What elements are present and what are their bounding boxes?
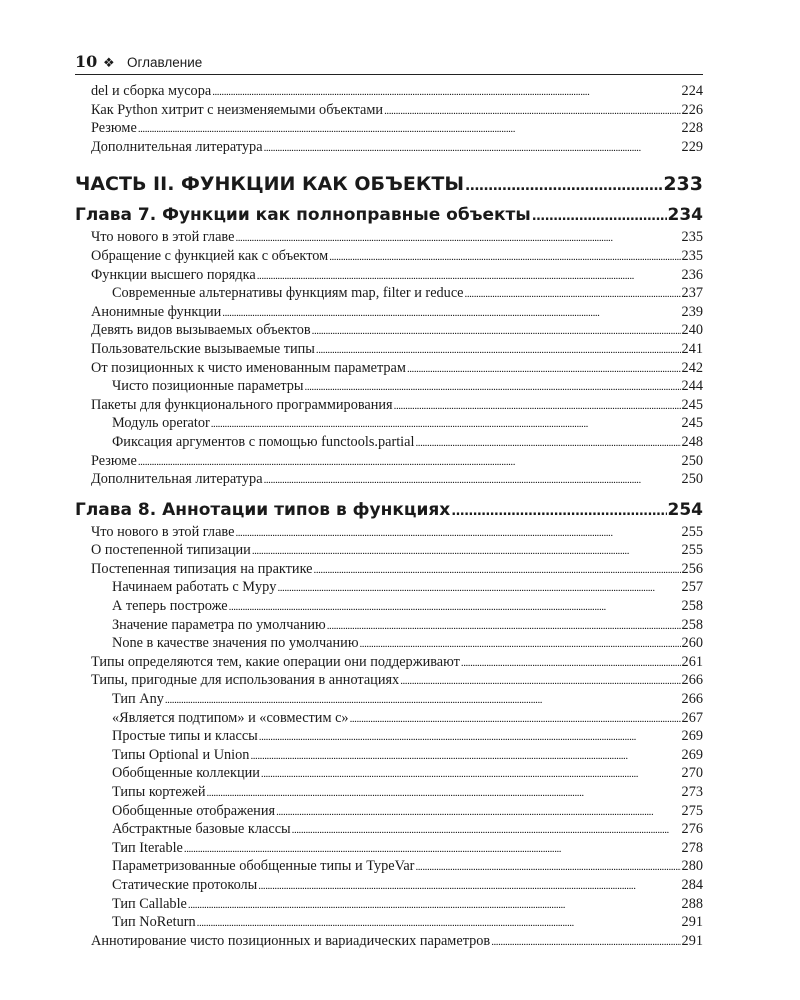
toc-entry-page: 257	[681, 579, 703, 596]
section-title: Оглавление	[127, 55, 203, 70]
toc-entry-title: Обобщенные коллекции	[112, 765, 260, 782]
toc-entry[interactable]	[75, 634, 703, 653]
toc-entry-page: 278	[681, 839, 703, 856]
toc-entry-page: 280	[681, 858, 703, 875]
toc-entry[interactable]	[75, 101, 703, 120]
toc-entry[interactable]	[75, 746, 703, 765]
dot-leader	[461, 653, 681, 672]
toc-entry[interactable]	[75, 82, 703, 101]
toc-entry-title: Дополнительная литература	[91, 138, 263, 155]
toc-entry-title: Аннотирование чисто позиционных и вариадических параметров	[91, 932, 491, 949]
dot-leader	[400, 671, 680, 690]
toc-entry-title: Тип Callable	[112, 895, 187, 912]
dot-leader	[264, 470, 681, 489]
toc-chapter[interactable]	[75, 202, 703, 228]
toc-entry[interactable]	[75, 820, 703, 839]
dot-leader	[329, 247, 680, 266]
dot-leader	[206, 783, 680, 802]
dot-leader	[360, 634, 681, 653]
dot-leader	[465, 166, 662, 202]
toc-entry[interactable]	[75, 266, 703, 285]
toc-entry-title: Обращение с функцией как с объектом	[91, 247, 329, 264]
dot-leader	[415, 857, 680, 876]
toc-entry-title: Тип NoReturn	[112, 914, 196, 931]
toc-entry-page: 288	[681, 895, 703, 912]
dot-leader	[235, 228, 680, 247]
dot-leader	[292, 820, 681, 839]
toc-entry[interactable]	[75, 119, 703, 138]
dot-leader	[314, 560, 681, 579]
toc-entry-title: А теперь построже	[112, 598, 228, 615]
dot-leader	[277, 578, 680, 597]
toc-entry[interactable]	[75, 727, 703, 746]
toc-entry-page: 255	[681, 523, 703, 540]
toc-entry-title: Параметризованные обобщенные типы и TypeVar	[112, 858, 415, 875]
running-header	[75, 52, 703, 75]
toc-entry-page: 245	[681, 396, 703, 413]
toc-entry-title: Что нового в этой главе	[91, 523, 235, 540]
toc-entry[interactable]	[75, 359, 703, 378]
toc-entry-page: 261	[681, 653, 703, 670]
dot-leader	[261, 764, 681, 783]
toc-entry-page: 250	[681, 471, 703, 488]
dot-leader	[276, 802, 680, 821]
toc-entry-page: 234	[667, 205, 703, 226]
toc-entry-page: 245	[681, 415, 703, 432]
toc-entry-page: 269	[681, 728, 703, 745]
dot-leader	[188, 895, 681, 914]
dot-leader	[252, 541, 681, 560]
dot-leader	[235, 523, 680, 542]
toc-entry[interactable]	[75, 433, 703, 452]
toc-entry-title: Типы кортежей	[112, 784, 206, 800]
toc-entry-page: 235	[681, 247, 703, 264]
dot-leader	[250, 746, 680, 765]
page-number: 10	[75, 52, 98, 71]
toc-entry[interactable]	[75, 653, 703, 672]
toc-entry[interactable]	[75, 414, 703, 433]
toc-entry-page: 235	[681, 229, 703, 246]
toc-entry-page: 276	[681, 821, 703, 838]
toc-entry-title: Резюме	[91, 452, 137, 469]
toc-entry[interactable]	[75, 857, 703, 876]
toc-entry[interactable]	[75, 340, 703, 359]
toc-part[interactable]	[75, 166, 703, 202]
toc-entry-page: 267	[681, 709, 703, 726]
toc-entry-title: Пользовательские вызываемые типы	[91, 340, 315, 357]
toc-entry-title: Дополнительная литература	[91, 471, 263, 488]
dot-leader	[165, 690, 681, 709]
toc-entry[interactable]	[75, 303, 703, 322]
toc-entry[interactable]	[75, 284, 703, 303]
toc-entry-page: 239	[681, 303, 703, 320]
toc-entry-title: del и сборка мусора	[91, 83, 212, 99]
toc-entry-page: 241	[681, 340, 703, 357]
toc-entry-page: 275	[681, 802, 703, 819]
toc-entry-page: 258	[681, 598, 703, 615]
toc-entry-page: 224	[681, 83, 703, 99]
dot-leader	[212, 82, 680, 101]
table-of-contents	[75, 82, 703, 950]
toc-entry[interactable]	[75, 839, 703, 858]
dot-leader	[258, 876, 680, 895]
dot-leader	[184, 839, 681, 858]
toc-entry[interactable]	[75, 321, 703, 340]
dot-leader	[451, 497, 666, 523]
dot-leader	[394, 396, 681, 415]
toc-entry-title: Современные альтернативы функциям map, filter и reduce	[112, 285, 464, 302]
dot-leader	[197, 913, 681, 932]
toc-entry-title: От позиционных к чисто именованным параметрам	[91, 359, 406, 376]
toc-entry-title: «Является подтипом» и «совместим с»	[112, 709, 349, 726]
toc-entry-page: 269	[681, 746, 703, 763]
toc-entry[interactable]	[75, 616, 703, 635]
dot-leader	[415, 433, 680, 452]
toc-entry-title: Абстрактные базовые классы	[112, 821, 291, 838]
toc-entry[interactable]	[75, 764, 703, 783]
dot-leader	[316, 340, 681, 359]
toc-entry-page: 237	[681, 285, 703, 302]
toc-entry-page: 260	[681, 635, 703, 652]
toc-entry-page: 233	[663, 173, 703, 196]
toc-entry[interactable]	[75, 690, 703, 709]
toc-entry-title: Модуль operator	[112, 415, 210, 432]
toc-entry-title: Типы, пригодные для использования в аннотациях	[91, 672, 400, 689]
toc-entry[interactable]	[75, 913, 703, 932]
toc-entry-title: ЧАСТЬ II. ФУНКЦИИ КАК ОБЪЕКТЫ	[75, 173, 465, 196]
dot-leader	[138, 452, 681, 471]
toc-chapter[interactable]	[75, 497, 703, 523]
toc-entry-title: Как Python хитрит с неизменяемыми объектами	[91, 101, 384, 118]
dot-leader	[465, 284, 681, 303]
toc-entry-title: Фиксация аргументов с помощью functools.partial	[112, 433, 415, 450]
toc-entry[interactable]	[75, 932, 703, 951]
toc-entry[interactable]	[75, 396, 703, 415]
toc-entry[interactable]	[75, 470, 703, 489]
toc-entry-page: 248	[681, 433, 703, 450]
ornament-icon: ❖	[103, 56, 115, 71]
toc-entry[interactable]	[75, 876, 703, 895]
toc-entry-page: 273	[681, 784, 703, 800]
toc-entry-title: Пакеты для функционального программирования	[91, 396, 393, 413]
toc-entry-page: 291	[681, 932, 703, 949]
toc-entry-page: 229	[681, 138, 703, 155]
toc-entry-title: Резюме	[91, 120, 137, 137]
toc-entry-title: Постепенная типизация на практике	[91, 560, 313, 577]
toc-page	[75, 52, 703, 950]
toc-entry-title: Тип Iterable	[112, 839, 183, 856]
toc-entry-title: Анонимные функции	[91, 303, 222, 320]
toc-entry[interactable]	[75, 377, 703, 396]
toc-entry[interactable]	[75, 783, 703, 802]
toc-entry[interactable]	[75, 671, 703, 690]
toc-entry-page: 250	[681, 452, 703, 469]
dot-leader	[384, 101, 680, 120]
toc-entry-title: Типы определяются тем, какие операции они поддерживают	[91, 653, 460, 670]
toc-entry[interactable]	[75, 709, 703, 728]
toc-entry-page: 256	[681, 560, 703, 577]
toc-entry-title: Статические протоколы	[112, 876, 258, 893]
toc-entry-title: Тип Any	[112, 691, 164, 708]
toc-entry-page: 266	[681, 672, 703, 689]
dot-leader	[532, 202, 667, 228]
toc-entry-page: 258	[681, 616, 703, 633]
toc-entry-title: Начинаем работать с Mypy	[112, 579, 277, 596]
dot-leader	[350, 709, 681, 728]
dot-leader	[259, 727, 681, 746]
toc-entry[interactable]	[75, 247, 703, 266]
toc-entry-page: 291	[681, 914, 703, 931]
toc-entry-page: 255	[681, 542, 703, 559]
dot-leader	[257, 266, 681, 285]
toc-entry-title: Что нового в этой главе	[91, 229, 235, 246]
toc-entry-page: 266	[681, 691, 703, 708]
toc-entry-page: 242	[681, 359, 703, 376]
toc-entry-page: 284	[681, 876, 703, 893]
toc-entry-title: Девять видов вызываемых объектов	[91, 322, 311, 339]
toc-entry[interactable]	[75, 597, 703, 616]
dot-leader	[138, 119, 681, 138]
toc-entry[interactable]	[75, 802, 703, 821]
toc-entry-title: Чисто позиционные параметры	[112, 378, 304, 395]
toc-entry-page: 236	[681, 266, 703, 283]
dot-leader	[407, 359, 681, 378]
toc-entry-title: None в качестве значения по умолчанию	[112, 635, 359, 652]
toc-entry-page: 226	[681, 101, 703, 118]
dot-leader	[305, 377, 681, 396]
toc-entry[interactable]	[75, 138, 703, 157]
toc-entry-title: Глава 8. Аннотации типов в функциях	[75, 499, 451, 520]
toc-entry-title: Функции высшего порядка	[91, 266, 256, 283]
toc-entry-page: 240	[681, 322, 703, 339]
toc-entry[interactable]	[75, 895, 703, 914]
toc-entry-title: Типы Optional и Union	[112, 746, 250, 763]
toc-entry[interactable]	[75, 560, 703, 579]
toc-entry-page: 270	[681, 765, 703, 782]
dot-leader	[264, 138, 681, 157]
toc-entry-title: Обобщенные отображения	[112, 802, 276, 819]
toc-entry[interactable]	[75, 578, 703, 597]
dot-leader	[327, 616, 681, 635]
toc-entry-title: Значение параметра по умолчанию	[112, 616, 326, 633]
toc-entry-page: 254	[667, 499, 703, 520]
toc-entry-title: Простые типы и классы	[112, 728, 258, 745]
toc-entry[interactable]	[75, 228, 703, 247]
dot-leader	[491, 932, 680, 951]
toc-entry[interactable]	[75, 541, 703, 560]
dot-leader	[222, 303, 680, 322]
toc-entry-page: 228	[681, 120, 703, 137]
toc-entry-title: О постепенной типизации	[91, 542, 251, 559]
dot-leader	[229, 597, 681, 616]
toc-entry[interactable]	[75, 523, 703, 542]
toc-entry-page: 244	[681, 378, 703, 395]
toc-entry[interactable]	[75, 452, 703, 471]
toc-entry-title: Глава 7. Функции как полноправные объекты	[75, 205, 531, 226]
dot-leader	[312, 321, 681, 340]
dot-leader	[211, 414, 681, 433]
